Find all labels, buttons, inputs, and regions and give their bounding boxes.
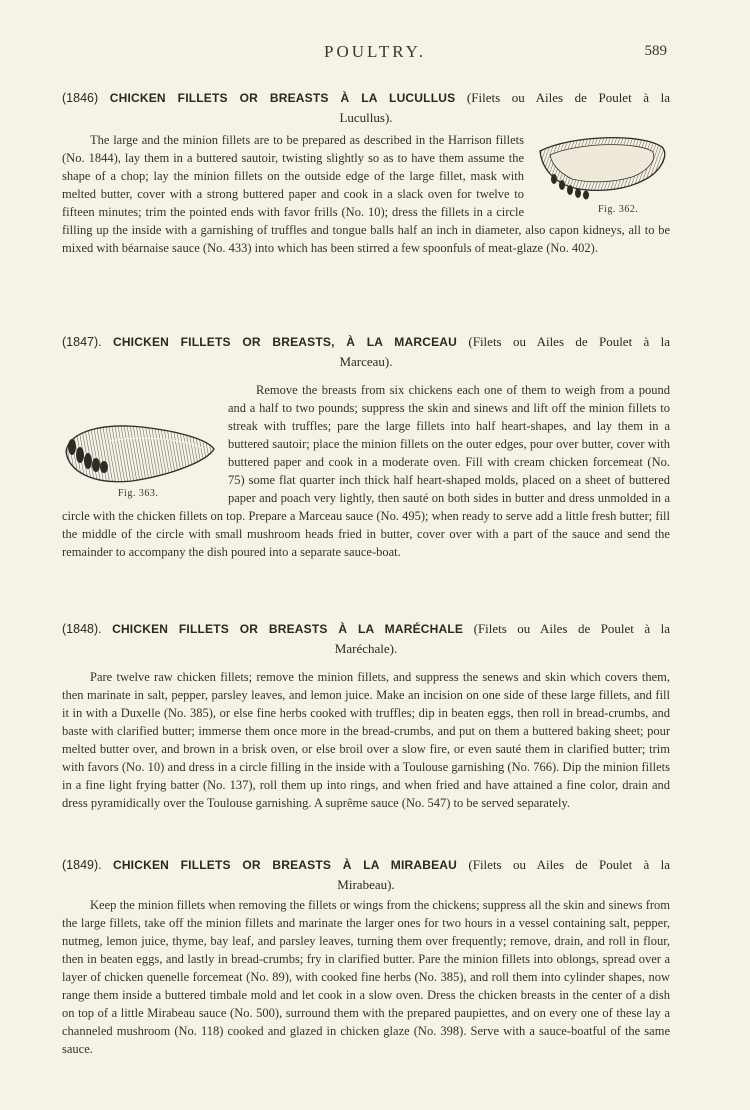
figure-caption: Fig. 363. xyxy=(118,488,159,499)
recipe-text: Keep the minion fillets when removing the fillets or wings from the chickens; suppress all the skin and sinews from the large fillets, take off the minion fillets and marinate the larger ones for two hours in a vessel containing salt, pepper, nutmeg, lemon juice, thyme, bay leaf, and parsley leaves, turning them over frequently; remove, drain, and roll in flour, then in beaten eggs, and lastly in bread-crumbs; fry in clarified butter. Pare the minion fillets into oblongs, spread over a layer of chicken quenelle forcemeat (No. 89), with cooked fine herbs (No. 385), and roll them into cylinder shapes, now range them inside a buttered timbale mold and let cook in a slow oven. Dress the chicken breasts in the center of a dish on top of a little Mirabeau sauce (No. 500), surround them with the prepared paupiettes, and on every one of these lay a channeled mushroom (No. 118) cooked and glazed in chicken glaze (No. 398). Serve with a sauce-boatful of the same sauce. xyxy=(62,898,670,1056)
recipe-number: (1849). xyxy=(62,858,102,872)
recipe-1848 xyxy=(62,619,670,812)
recipe-text: Pare twelve raw chicken fillets; remove the minion fillets, and suppress the senews and skin which covers them, then marinate in salt, pepper, parsley leaves, and lemon juice. Make an incision on one side of these large fillets, and fill it in with a Duxelle (No. 385), or else fine herbs cooked with truffles; dip in beaten eggs, then roll in bread-crumbs, and baste with clarified butter; immerse them once more in the bread-crumbs, and put on them a buttered baking sheet; pour melted butter over, and brown in a brisk oven, or else broil over a slow fire, or even sauté them in clarified butter; trim with favors (No. 10) and dress in a circle filling in the inside with a Toulouse garnishing (No. 766). Dip the minion fillets in a fine light frying batter (No. 137), roll them up into rings, and when fried and have attained a fine color, drain and dress pyramidically over the Toulouse garnishing. A suprême sauce (No. 547) to be served separately. xyxy=(62,670,670,810)
recipe-body xyxy=(62,896,670,1058)
recipe-1846 xyxy=(62,88,670,257)
recipe-number: (1848). xyxy=(62,622,102,636)
recipe-french-title-cont: Maréchale). xyxy=(334,641,398,656)
recipe-title: CHICKEN FILLETS OR BREASTS, À LA MARCEAU xyxy=(112,335,458,349)
recipe-1847 xyxy=(62,332,670,561)
recipe-french-title: (Filets ou Ailes de Poulet à la xyxy=(468,334,671,349)
running-title: POULTRY. xyxy=(324,42,426,61)
recipe-title: CHICKEN FILLETS OR BREASTS À LA MARÉCHALE xyxy=(112,622,464,636)
recipe-text: Remove the breasts from six chickens each one of them to weigh from a pound and a half to two pounds; suppress the skin and sinews and lift off the minion fillets to streak with truffles; pare the large fillets into half heart-shapes, and lay them in a buttered sautoir; place the minion fillets on the outer edges, pour over butter, cover with buttered paper and cook in a moderate oven. Fill with cream chicken forcemeat (No. 75) some flat quarter inch thick half heart-shaped molds, placed on a sheet of buttered paper and poach very lightly, then sauté on both sides in butter and dress unmolded in a circle with the chicken fillets on top. Prepare a Marceau sauce (No. 495); when ready to serve add a little fresh butter; fill the middle of the circle with small mushroom heads fried in butter, cover over with a part of the sauce and send the remainder to accompany the dish poured into a separate sauce-boat. xyxy=(62,383,670,559)
recipe-heading xyxy=(62,855,670,875)
recipe-body xyxy=(62,668,670,812)
recipe-body xyxy=(62,131,670,257)
running-head xyxy=(0,42,750,66)
recipe-1849 xyxy=(62,855,670,1058)
recipe-french-title-cont: Marceau). xyxy=(339,354,393,369)
recipe-text: The large and the minion fillets are to be prepared as described in the Harrison fillets (No. 1844), lay them in a buttered sautoir, twisting slightly so as to have them assume the shape of a chop; lay the minion fillets on the outside edge of the large fillet, mask with melted butter, cover with a strong buttered paper and cook in a slack oven for twelve to fifteen minutes; trim the pointed ends with favor frills (No. 10); dress the fillets in a circle filling up the inside with a garnishing of truffles and tongue balls half an inch in diameter, also capon kidneys, all to be mixed with béarnaise sauce (No. 433) into which has been stirred a few spoonfuls of meat-glaze (No. 402). xyxy=(62,133,670,255)
recipe-french-title-cont: Lucullus). xyxy=(339,110,393,125)
figure-362 xyxy=(532,133,670,217)
recipe-heading xyxy=(62,88,670,108)
recipe-french-title: (Filets ou Ailes de Poulet à la xyxy=(466,90,671,105)
recipe-french-title: (Filets ou Ailes de Poulet à la xyxy=(468,857,671,872)
recipe-title: CHICKEN FILLETS OR BREASTS À LA MIRABEAU xyxy=(112,858,458,872)
heart-fillet-illustration xyxy=(62,421,218,487)
recipe-french-title: (Filets ou Ailes de Poulet à la xyxy=(473,621,671,636)
recipe-body xyxy=(62,381,670,561)
recipe-french-title-cont: Mirabeau). xyxy=(337,877,395,892)
recipe-heading xyxy=(62,619,670,639)
fillet-chop-illustration xyxy=(532,133,670,203)
page-number: 589 xyxy=(644,43,667,59)
figure-caption: Fig. 362. xyxy=(598,204,639,215)
recipe-number: (1846) xyxy=(62,91,99,105)
recipe-number: (1847). xyxy=(62,335,102,349)
figure-363 xyxy=(62,421,218,505)
recipe-title: CHICKEN FILLETS OR BREASTS À LA LUCULLUS xyxy=(109,91,456,105)
recipe-heading xyxy=(62,332,670,352)
